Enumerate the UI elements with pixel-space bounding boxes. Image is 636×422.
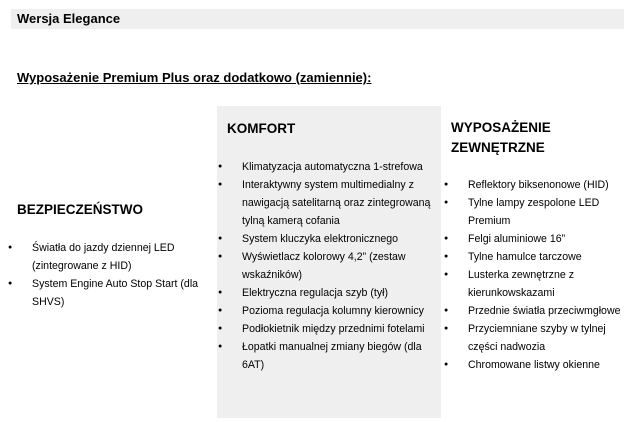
list-item: ● Wyświetlacz kolorowy 4,2” (zestaw wskaźników)	[218, 248, 436, 284]
list-item: ● System Engine Auto Stop Start (dla SHVS)	[8, 275, 211, 311]
list-item: ● Interaktywny system multimedialny z nawigacją satelitarną oraz zintegrowaną tylną kamerą cofania	[218, 176, 436, 230]
list-item: ● Tylne hamulce tarczowe	[444, 248, 624, 266]
list-item: ● Reflektory biksenonowe (HID)	[444, 176, 624, 194]
list-item: ● Chromowane listwy okienne	[444, 356, 624, 374]
list-item: ● Lusterka zewnętrzne z kierunkowskazami	[444, 266, 624, 302]
page-title: Wersja Elegance	[17, 11, 121, 26]
list-item: ● Pozioma regulacja kolumny kierownicy	[218, 302, 436, 320]
section-subtitle: Wyposażenie Premium Plus oraz dodatkowo (zamiennie):	[17, 70, 372, 85]
list-item: ● Łopatki manualnej zmiany biegów (dla 6AT)	[218, 338, 436, 374]
list-item: ● System kluczyka elektronicznego	[218, 230, 436, 248]
list-item: ● Elektryczna regulacja szyb (tył)	[218, 284, 436, 302]
list-item: ● Światła do jazdy dziennej LED (zintegrowane z HID)	[8, 239, 211, 275]
list-item: ● Podłokietnik między przednimi fotelami	[218, 320, 436, 338]
list-item: ● Przyciemniane szyby w tylnej części nadwozia	[444, 320, 624, 356]
list-item: ● Przednie światła przeciwmgłowe	[444, 302, 624, 320]
column-heading-safety: BEZPIECZEŃSTWO	[17, 202, 144, 217]
title-bar	[11, 9, 624, 29]
list-comfort	[218, 158, 436, 374]
column-heading-exterior: WYPOSAŻENIE ZEWNĘTRZNE	[451, 120, 551, 155]
list-exterior	[444, 176, 624, 374]
list-item: ● Felgi aluminiowe 16”	[444, 230, 624, 248]
list-safety	[8, 239, 211, 311]
column-heading-comfort: KOMFORT	[227, 121, 296, 136]
list-item: ● Tylne lampy zespolone LED Premium	[444, 194, 624, 230]
list-item: ● Klimatyzacja automatyczna 1-strefowa	[218, 158, 436, 176]
